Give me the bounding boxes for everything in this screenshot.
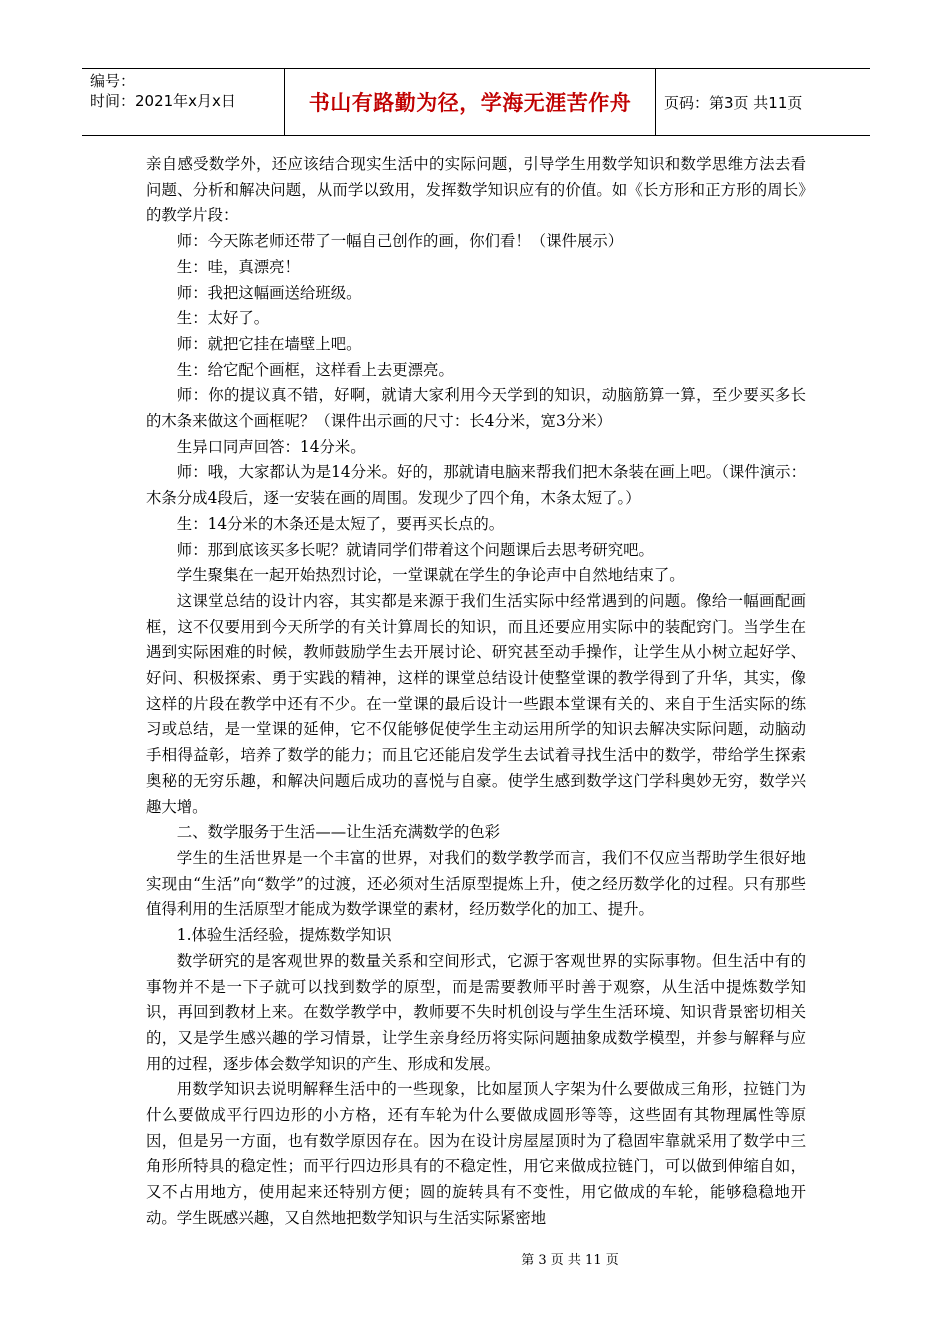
section-heading: 二、数学服务于生活——让生活充满数学的色彩 bbox=[176, 823, 501, 842]
paragraph: 师：就把它挂在墙壁上吧。 bbox=[176, 334, 362, 353]
subsection-heading: 1.体验生活经验，提炼数学知识 bbox=[176, 926, 392, 945]
paragraph: 亲自感受数学外，还应该结合现实生活中的实际问题，引导学生用数学知识和数学思维方法去看问题、分析和解决问题，从而学以致用，发挥数学知识应有的价值。如《长方形和正方形的周长》的教学片段： bbox=[146, 155, 806, 225]
paragraph: 生：给它配个画框，这样看上去更漂亮。 bbox=[176, 360, 454, 379]
body-text bbox=[146, 152, 806, 1232]
header-motto: 书山有路勤为径，学海无涯苦作舟 bbox=[285, 69, 656, 135]
document-number-label: 编号： bbox=[90, 72, 136, 90]
paragraph: 师：你的提议真不错，好啊，就请大家利用今天学到的知识，动脑筋算一算，至少要买多长的木条来做这个画框呢？（课件出示画的尺寸：长4分米，宽3分米） bbox=[146, 386, 806, 431]
paragraph: 数学研究的是客观世界的数量关系和空间形式，它源于客观世界的实际事物。但生活中有的事物并不是一下子就可以找到数学的原型，而是需要教师平时善于观察，从生活中提炼数学知识，再回到教材上来。在数学教学中，教师要不失时机创设与学生生活环境、知识背景密切相关的，又是学生感兴趣的学习情景，让学生亲身经历将实际问题抽象成数学模型，并参与解释与应用的过程，逐步体会数学知识的产生、形成和发展。 bbox=[146, 951, 806, 1073]
header-meta bbox=[82, 69, 285, 135]
page-footer: 第 3 页 共 11 页 bbox=[521, 1253, 619, 1268]
paragraph: 生：太好了。 bbox=[176, 309, 270, 328]
paragraph: 生：哇，真漂亮！ bbox=[176, 257, 300, 276]
paragraph: 生：14分米的木条还是太短了，要再买长点的。 bbox=[176, 514, 505, 533]
paragraph: 生异口同声回答：14分米。 bbox=[176, 437, 366, 456]
paragraph: 学生聚集在一起开始热烈讨论，一堂课就在学生的争论声中自然地结束了。 bbox=[176, 566, 685, 585]
paragraph: 这课堂总结的设计内容，其实都是来源于我们生活实际中经常遇到的问题。像给一幅画配画框，这不仅要用到今天所学的有关计算周长的知识，而且还要应用实际中的装配窍门。当学生在遇到实际困难的时候，教师鼓励学生去开展讨论、研究甚至动手操作，让学生从小树立起好学、好问、积极探索、勇于实践的精神，这样的课堂总结设计使整堂课的教学得到了升华，其实，像这样的片段在教学中还有不少。在一堂课的最后设计一些跟本堂课有关的、来自于生活实际的练习或总结，是一堂课的延伸，它不仅能够促使学生主动运用所学的知识去解决实际问题，动脑动手相得益彰，培养了数学的能力；而且它还能启发学生去试着寻找生活中的数学，带给学生探索奥秘的无穷乐趣，和解决问题后成功的喜悦与自豪。使学生感到数学这门学科奥妙无穷，数学兴趣大增。 bbox=[146, 591, 806, 816]
page-header bbox=[82, 68, 870, 136]
document-time-label: 时间：2021年x月x日 bbox=[90, 92, 236, 110]
header-page-number: 页码：第3页 共11页 bbox=[664, 93, 803, 112]
paragraph: 师：哦，大家都认为是14分米。好的，那就请电脑来帮我们把木条装在画上吧。（课件演示：木条分成4段后，逐一安装在画的周围。发现少了四个角，木条太短了。） bbox=[146, 463, 806, 508]
paragraph: 师：今天陈老师还带了一幅自己创作的画，你们看！（课件展示） bbox=[176, 232, 624, 251]
paragraph: 学生的生活世界是一个丰富的世界，对我们的数学教学而言，我们不仅应当帮助学生很好地实现由“生活”向“数学”的过渡，还必须对生活原型提炼上升，使之经历数学化的过程。只有那些值得利用的生活原型才能成为数学课堂的素材，经历数学化的加工、提升。 bbox=[146, 848, 806, 919]
paragraph: 师：那到底该买多长呢？就请同学们带着这个问题课后去思考研究吧。 bbox=[176, 540, 654, 559]
paragraph: 用数学知识去说明解释生活中的一些现象，比如屋顶人字架为什么要做成三角形，拉链门为什么要做成平行四边形的小方格，还有车轮为什么要做成圆形等等，这些固有其物理属性等原因，但是另一方面，也有数学原因存在。因为在设计房屋屋顶时为了稳固牢靠就采用了数学中三角形所特具的稳定性；而平行四边形具有的不稳定性，用它来做成拉链门，可以做到伸缩自如，又不占用地方，使用起来还特别方便；圆的旋转具有不变性，用它做成的车轮，能够稳稳地开动。学生既感兴趣，又自然地把数学知识与生活实际紧密地 bbox=[146, 1080, 806, 1227]
paragraph: 师：我把这幅画送给班级。 bbox=[176, 283, 362, 302]
